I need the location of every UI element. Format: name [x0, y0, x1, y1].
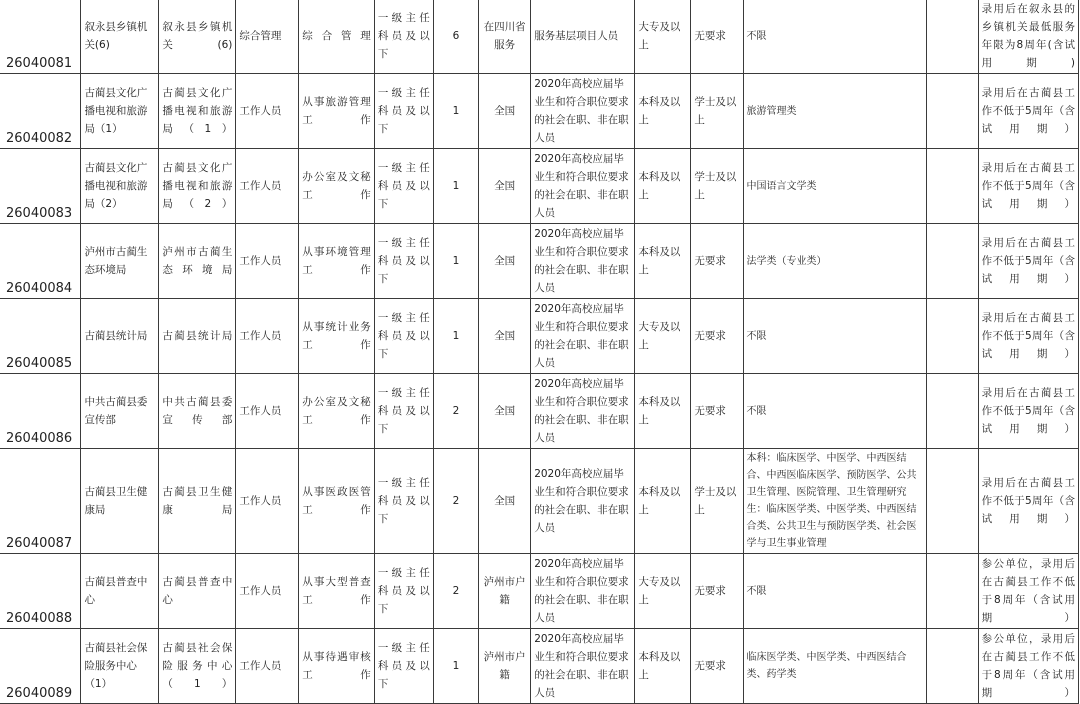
degree-requirement-cell: 无要求: [691, 374, 743, 449]
education-requirement-cell: 本科及以上: [635, 374, 691, 449]
position-category-cell: 工作人员: [236, 374, 299, 449]
position-name-cell: 从事旅游管理工作: [299, 74, 375, 149]
hiring-count-cell: 1: [433, 299, 478, 374]
position-code-cell: 26040083: [0, 149, 81, 224]
degree-requirement-cell: 无要求: [691, 299, 743, 374]
employer-unit-cell: 古蔺县社会保险服务中心（1）: [159, 629, 236, 704]
hiring-count-cell: 2: [433, 449, 478, 554]
remarks-cell: 录用后在古蔺县工作不低于5周年（含试用期）: [978, 299, 1078, 374]
target-applicants-cell: 2020年高校应届毕业生和符合职位要求的社会在职、非在职人员: [531, 299, 635, 374]
position-code-cell: 26040087: [0, 449, 81, 554]
other-requirement-cell: [926, 299, 978, 374]
table-row: [0, 554, 1079, 629]
other-requirement-cell: [926, 74, 978, 149]
education-requirement-cell: 本科及以上: [635, 149, 691, 224]
recruitment-scope-cell: 在四川省服务: [479, 0, 531, 74]
education-requirement-cell: 本科及以上: [635, 629, 691, 704]
other-requirement-cell: [926, 224, 978, 299]
education-requirement-cell: 大专及以上: [635, 0, 691, 74]
position-category-cell: 工作人员: [236, 554, 299, 629]
position-code-cell: 26040086: [0, 374, 81, 449]
degree-requirement-cell: 学士及以上: [691, 449, 743, 554]
position-category-cell: 综合管理: [236, 0, 299, 74]
position-category-cell: 工作人员: [236, 224, 299, 299]
position-level-cell: 一级主任科员及以下: [374, 449, 433, 554]
recruitment-scope-cell: 泸州市户籍: [479, 629, 531, 704]
table-row: [0, 0, 1079, 74]
employer-unit-cell: 泸州市古蔺生态环境局: [159, 224, 236, 299]
remarks-cell: 参公单位，录用后在古蔺县工作不低于8周年（含试用期）: [978, 554, 1078, 629]
remarks-cell: 录用后在古蔺县工作不低于5周年（含试用期）: [978, 74, 1078, 149]
employer-unit-cell: 古蔺县统计局: [159, 299, 236, 374]
target-applicants-cell: 2020年高校应届毕业生和符合职位要求的社会在职、非在职人员: [531, 629, 635, 704]
hiring-count-cell: 1: [433, 149, 478, 224]
target-applicants-cell: 2020年高校应届毕业生和符合职位要求的社会在职、非在职人员: [531, 554, 635, 629]
position-category-cell: 工作人员: [236, 629, 299, 704]
major-requirement-cell: 法学类（专业类）: [743, 224, 926, 299]
position-name-cell: 从事医政医管工作: [299, 449, 375, 554]
other-requirement-cell: [926, 629, 978, 704]
hiring-count-cell: 6: [433, 0, 478, 74]
major-requirement-cell: 本科：临床医学、中医学、中西医结合、中西医临床医学、预防医学、公共卫生管理、医院管理、卫生管理研究生：临床医学类、中医学类、中西医结合类、公共卫生与预防医学类、社会医学与卫生事业管理: [743, 449, 926, 554]
table-row: [0, 449, 1079, 554]
other-requirement-cell: [926, 554, 978, 629]
position-level-cell: 一级主任科员及以下: [374, 629, 433, 704]
position-name-cell: 办公室及文秘工作: [299, 374, 375, 449]
recruitment-scope-cell: 全国: [479, 149, 531, 224]
position-name-cell: 办公室及文秘工作: [299, 149, 375, 224]
department-name-cell: 古蔺县统计局: [81, 299, 159, 374]
remarks-cell: 录用后在古蔺县工作不低于5周年（含试用期）: [978, 374, 1078, 449]
department-name-cell: 古蔺县文化广播电视和旅游局（2）: [81, 149, 159, 224]
education-requirement-cell: 本科及以上: [635, 74, 691, 149]
major-requirement-cell: 不限: [743, 374, 926, 449]
degree-requirement-cell: 无要求: [691, 0, 743, 74]
table-row: [0, 629, 1079, 704]
hiring-count-cell: 2: [433, 374, 478, 449]
degree-requirement-cell: 学士及以上: [691, 149, 743, 224]
major-requirement-cell: 不限: [743, 299, 926, 374]
recruitment-scope-cell: 全国: [479, 449, 531, 554]
remarks-cell: 录用后在叙永县的乡镇机关最低服务年限为8周年(含试用期): [978, 0, 1078, 74]
employer-unit-cell: 古蔺县卫生健康局: [159, 449, 236, 554]
recruitment-scope-cell: 全国: [479, 299, 531, 374]
hiring-count-cell: 1: [433, 629, 478, 704]
position-code-cell: 26040085: [0, 299, 81, 374]
major-requirement-cell: 不限: [743, 0, 926, 74]
recruitment-scope-cell: 全国: [479, 74, 531, 149]
major-requirement-cell: 临床医学类、中医学类、中西医结合类、药学类: [743, 629, 926, 704]
position-code-cell: 26040081: [0, 0, 81, 74]
employer-unit-cell: 古蔺县文化广播电视和旅游局（2）: [159, 149, 236, 224]
table-row: [0, 74, 1079, 149]
education-requirement-cell: 本科及以上: [635, 449, 691, 554]
table-row: [0, 224, 1079, 299]
position-code-cell: 26040089: [0, 629, 81, 704]
position-code-cell: 26040082: [0, 74, 81, 149]
department-name-cell: 中共古蔺县委宣传部: [81, 374, 159, 449]
degree-requirement-cell: 学士及以上: [691, 74, 743, 149]
employer-unit-cell: 叙永县乡镇机关(6): [159, 0, 236, 74]
department-name-cell: 古蔺县文化广播电视和旅游局（1）: [81, 74, 159, 149]
degree-requirement-cell: 无要求: [691, 629, 743, 704]
degree-requirement-cell: 无要求: [691, 554, 743, 629]
education-requirement-cell: 大专及以上: [635, 554, 691, 629]
other-requirement-cell: [926, 149, 978, 224]
hiring-count-cell: 1: [433, 74, 478, 149]
target-applicants-cell: 2020年高校应届毕业生和符合职位要求的社会在职、非在职人员: [531, 74, 635, 149]
remarks-cell: 录用后在古蔺县工作不低于5周年（含试用期）: [978, 149, 1078, 224]
position-category-cell: 工作人员: [236, 449, 299, 554]
position-name-cell: 从事大型普查工作: [299, 554, 375, 629]
position-code-cell: 26040084: [0, 224, 81, 299]
employer-unit-cell: 中共古蔺县委宣传部: [159, 374, 236, 449]
position-level-cell: 一级主任科员及以下: [374, 374, 433, 449]
other-requirement-cell: [926, 374, 978, 449]
department-name-cell: 古蔺县普查中心: [81, 554, 159, 629]
department-name-cell: 叙永县乡镇机关(6): [81, 0, 159, 74]
position-name-cell: 综合管理: [299, 0, 375, 74]
hiring-count-cell: 1: [433, 224, 478, 299]
major-requirement-cell: 不限: [743, 554, 926, 629]
education-requirement-cell: 本科及以上: [635, 224, 691, 299]
position-category-cell: 工作人员: [236, 74, 299, 149]
department-name-cell: 泸州市古蔺生态环境局: [81, 224, 159, 299]
hiring-count-cell: 2: [433, 554, 478, 629]
position-name-cell: 从事待遇审核工作: [299, 629, 375, 704]
remarks-cell: 录用后在古蔺县工作不低于5周年（含试用期）: [978, 224, 1078, 299]
recruitment-scope-cell: 泸州市户籍: [479, 554, 531, 629]
department-name-cell: 古蔺县卫生健康局: [81, 449, 159, 554]
remarks-cell: 录用后在古蔺县工作不低于5周年（含试用期）: [978, 449, 1078, 554]
position-category-cell: 工作人员: [236, 149, 299, 224]
recruitment-scope-cell: 全国: [479, 224, 531, 299]
remarks-cell: 参公单位，录用后在古蔺县工作不低于8周年（含试用期）: [978, 629, 1078, 704]
position-level-cell: 一级主任科员及以下: [374, 299, 433, 374]
employer-unit-cell: 古蔺县普查中心: [159, 554, 236, 629]
table-row: [0, 299, 1079, 374]
target-applicants-cell: 2020年高校应届毕业生和符合职位要求的社会在职、非在职人员: [531, 374, 635, 449]
education-requirement-cell: 大专及以上: [635, 299, 691, 374]
position-level-cell: 一级主任科员及以下: [374, 74, 433, 149]
target-applicants-cell: 2020年高校应届毕业生和符合职位要求的社会在职、非在职人员: [531, 149, 635, 224]
other-requirement-cell: [926, 0, 978, 74]
department-name-cell: 古蔺县社会保险服务中心（1）: [81, 629, 159, 704]
position-code-cell: 26040088: [0, 554, 81, 629]
target-applicants-cell: 服务基层项目人员: [531, 0, 635, 74]
position-name-cell: 从事统计业务工作: [299, 299, 375, 374]
degree-requirement-cell: 无要求: [691, 224, 743, 299]
major-requirement-cell: 中国语言文学类: [743, 149, 926, 224]
position-level-cell: 一级主任科员及以下: [374, 0, 433, 74]
position-level-cell: 一级主任科员及以下: [374, 224, 433, 299]
major-requirement-cell: 旅游管理类: [743, 74, 926, 149]
employer-unit-cell: 古蔺县文化广播电视和旅游局（1）: [159, 74, 236, 149]
recruitment-scope-cell: 全国: [479, 374, 531, 449]
target-applicants-cell: 2020年高校应届毕业生和符合职位要求的社会在职、非在职人员: [531, 224, 635, 299]
position-level-cell: 一级主任科员及以下: [374, 554, 433, 629]
target-applicants-cell: 2020年高校应届毕业生和符合职位要求的社会在职、非在职人员: [531, 449, 635, 554]
position-level-cell: 一级主任科员及以下: [374, 149, 433, 224]
position-category-cell: 工作人员: [236, 299, 299, 374]
table-row: [0, 149, 1079, 224]
table-row: [0, 374, 1079, 449]
position-name-cell: 从事环境管理工作: [299, 224, 375, 299]
other-requirement-cell: [926, 449, 978, 554]
